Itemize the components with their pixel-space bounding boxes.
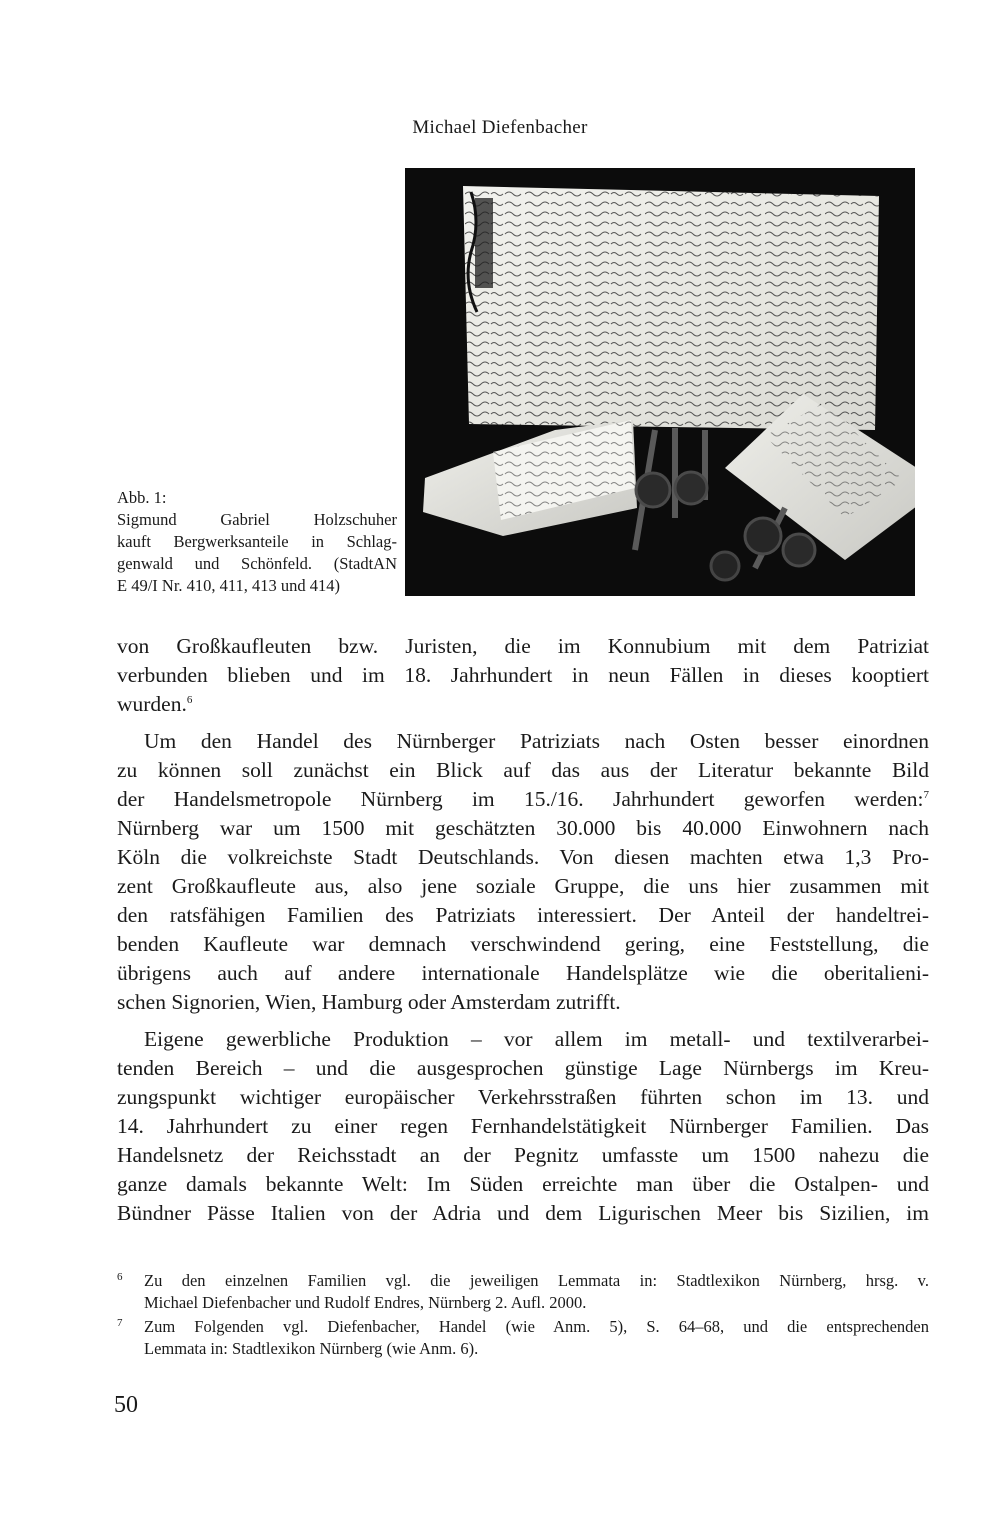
caption-line: Sigmund Gabriel Holzschuher (117, 510, 397, 529)
text-line: benden Kaufleute war demnach verschwindend gering, eine Feststellung, die (117, 932, 929, 956)
text-fragment: der Handelsmetropole Nürnberg im 15./16. Jahrhundert geworfen werden: (117, 787, 924, 811)
footnote-line: Lemmata in: Stadtlexikon Nürnberg (wie Anm. 6). (144, 1339, 479, 1358)
footnote-mark: 7 (117, 1317, 123, 1329)
footnote-line: Zum Folgenden vgl. Diefenbacher, Handel (wie Anm. 5), S. 64–68, und die entsprechenden (144, 1317, 929, 1336)
running-header: Michael Diefenbacher (412, 117, 588, 138)
text-line: den ratsfähigen Familien des Patriziats interessiert. Der Anteil der handeltrei- (117, 903, 929, 927)
paragraph-1 (117, 632, 929, 719)
footnote-6 (117, 1270, 929, 1314)
caption-line: kauft Bergwerksanteile in Schlag- (117, 532, 397, 551)
text-line: von Großkaufleuten bzw. Juristen, die im Konnubium mit dem Patriziat (117, 634, 929, 658)
footnote-ref: 6 (186, 693, 193, 706)
text-line: schen Signorien, Wien, Hamburg oder Amsterdam zutrifft. (117, 990, 621, 1014)
text-line: Um den Handel des Nürnberger Patriziats nach Osten besser einordnen (144, 729, 929, 753)
parchment-documents-image (405, 168, 915, 596)
text-line: verbunden blieben und im 18. Jahrhundert in neun Fällen in dieses kooptiert (117, 663, 929, 687)
text-line: zent Großkaufleute aus, also jene soziale Gruppe, die uns hier zusammen mit (117, 874, 929, 898)
footnote-7 (117, 1316, 929, 1360)
text-line: zungspunkt wichtiger europäischer Verkehrsstraßen führten schon im 13. und (117, 1085, 929, 1109)
text-line: übrigens auch auf andere internationale Handelsplätze wie die oberitalieni- (117, 961, 929, 985)
text-line (117, 785, 929, 814)
text-line: Nürnberg war um 1500 mit geschätzten 30.000 bis 40.000 Einwohnern nach (117, 816, 929, 840)
footnote-mark: 6 (117, 1271, 123, 1283)
caption-line: Abb. 1: (117, 488, 167, 507)
text-line: Handelsnetz der Reichsstadt an der Pegnitz umfasste um 1500 nahezu die (117, 1143, 929, 1167)
text-line: 14. Jahrhundert zu einer regen Fernhandelstätigkeit Nürnberger Familien. Das (117, 1114, 929, 1138)
footnotes (117, 1270, 929, 1362)
text-line: ganze damals bekannte Welt: Im Süden erreichte man über die Ostalpen- und (117, 1172, 929, 1196)
caption-line: genwald und Schönfeld. (StadtAN (117, 554, 397, 573)
text-line: tenden Bereich – und die ausgesprochen günstige Lage Nürnbergs im Kreu- (117, 1056, 929, 1080)
document-photograph (405, 168, 915, 596)
page-number: 50 (114, 1392, 138, 1418)
text-line: Köln die volkreichste Stadt Deutschlands. Von diesen machten etwa 1,3 Pro- (117, 845, 929, 869)
text-fragment: wurden. (117, 692, 187, 716)
footnote-line: Michael Diefenbacher und Rudolf Endres, Nürnberg 2. Aufl. 2000. (144, 1293, 587, 1312)
text-line (117, 690, 929, 719)
footnote-line: Zu den einzelnen Familien vgl. die jeweiligen Lemmata in: Stadtlexikon Nürnberg, hrsg. v. (144, 1271, 929, 1290)
paragraph-2 (117, 727, 929, 1017)
text-line: Eigene gewerbliche Produktion – vor allem im metall- und textilverarbei- (144, 1027, 929, 1051)
caption-line: E 49/I Nr. 410, 411, 413 und 414) (117, 576, 341, 595)
text-line: Bündner Pässe Italien von der Adria und dem Ligurischen Meer bis Sizilien, im (117, 1201, 929, 1225)
text-line: zu können soll zunächst ein Blick auf das aus der Literatur bekannte Bild (117, 758, 929, 782)
footnote-ref: 7 (923, 788, 929, 801)
paragraph-3 (117, 1025, 929, 1228)
figure-caption (117, 487, 397, 597)
